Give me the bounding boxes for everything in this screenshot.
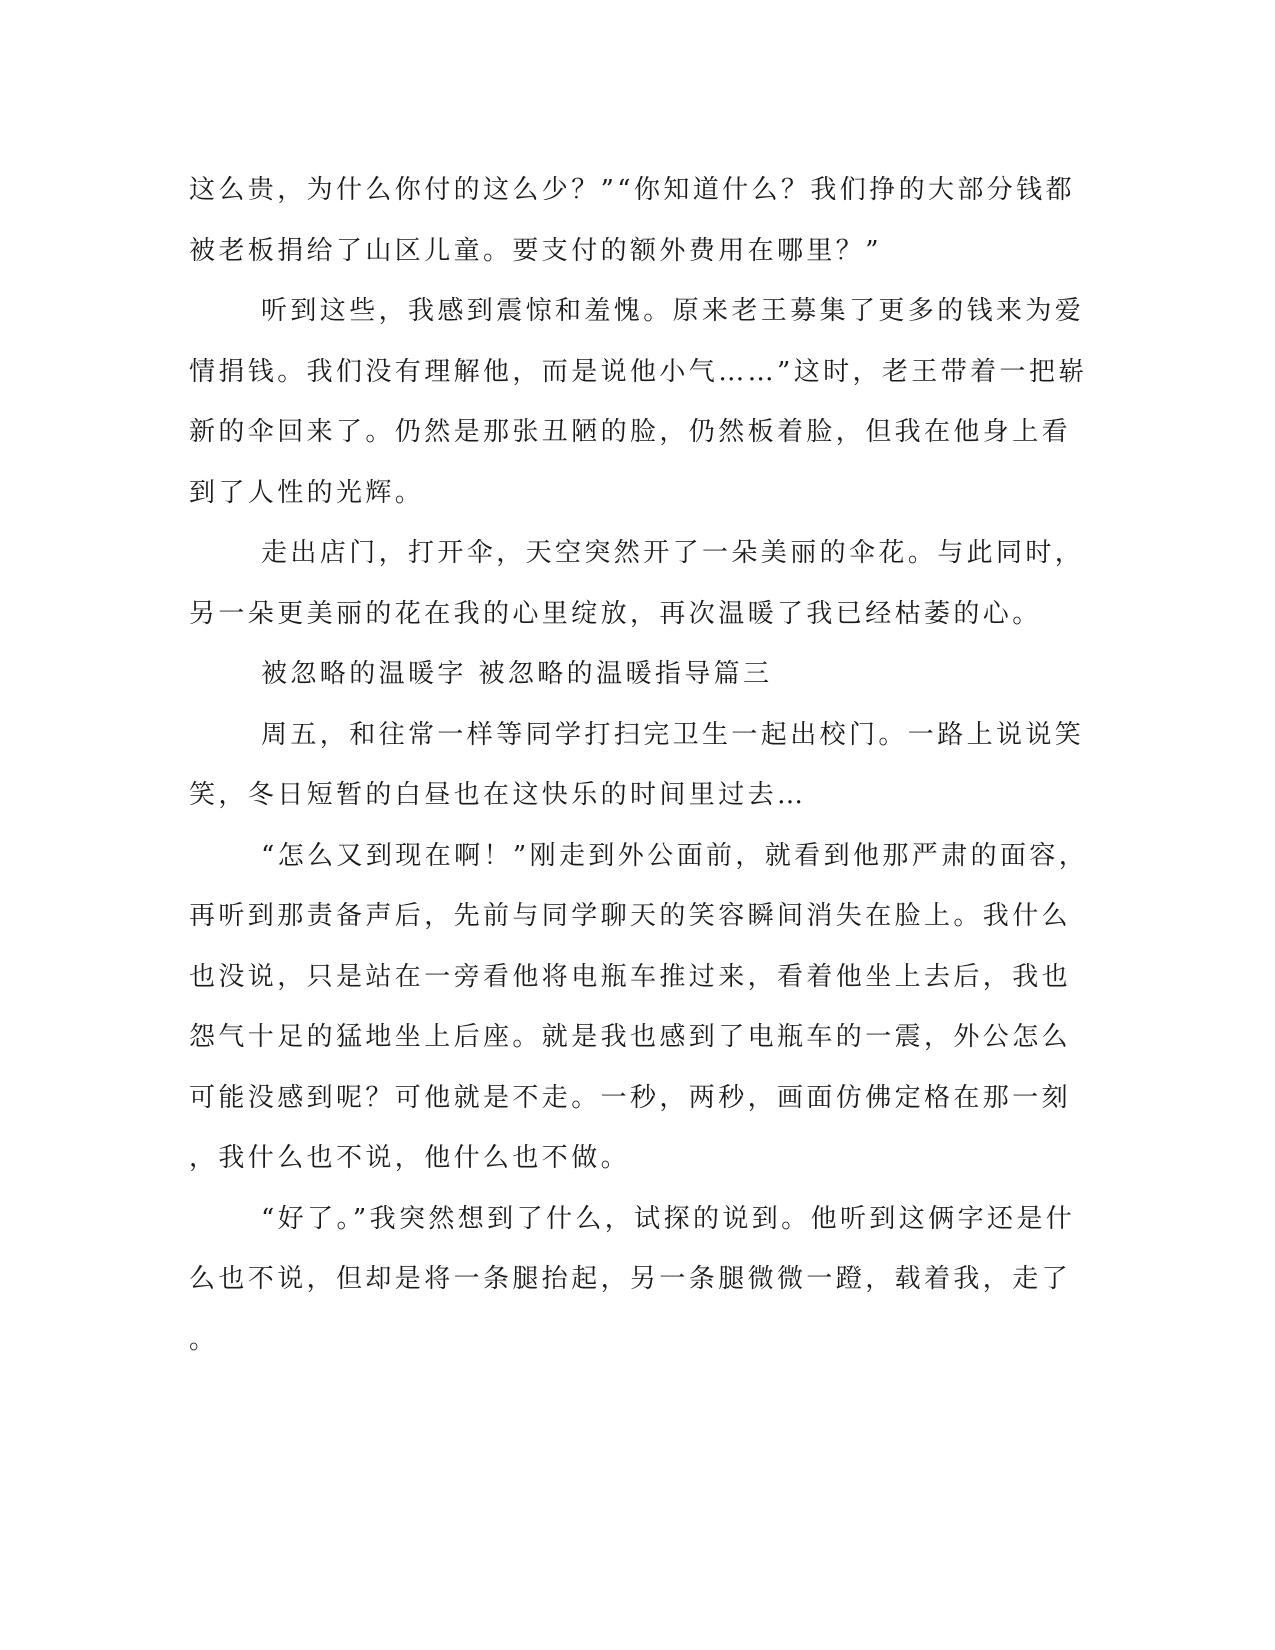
text-line: 可能没感到呢？可他就是不走。一秒，两秒，画面仿佛定格在那一刻 — [189, 1082, 1072, 1113]
text-line: 。 — [189, 1324, 219, 1355]
text-line: 么也不说，但却是将一条腿抬起，另一条腿微微一蹬，载着我，走了 — [189, 1264, 1072, 1294]
paragraph-start-line: 周五，和往常一样等同学打扫完卫生一起出校门。一路上说说笑 — [261, 719, 1085, 750]
paragraph-start-line: “好了。”我突然想到了什么，试探的说到。他听到这俩字还是什 — [261, 1203, 1076, 1234]
text-line: 另一朵更美丽的花在我的心里绽放，再次温暖了我已经枯萎的心。 — [189, 598, 1042, 629]
paragraph-start-line: 听到这些，我感到震惊和羞愧。原来老王募集了更多的钱来为爱 — [261, 296, 1085, 326]
section-heading: 被忽略的温暖字 被忽略的温暖指导篇三 — [261, 659, 773, 689]
text-line: 被老板捐给了山区儿童。要支付的额外费用在哪里？” — [189, 235, 882, 266]
text-line: 笑，冬日短暂的白昼也在这快乐的时间里过去… — [189, 780, 807, 810]
text-line: 再听到那责备声后，先前与同学聊天的笑容瞬间消失在脸上。我什么 — [189, 901, 1072, 931]
text-line: ，我什么也不说，他什么也不做。 — [189, 1143, 631, 1173]
paragraph-start-line: “怎么又到现在啊！”刚走到外公面前，就看到他那严肃的面容， — [261, 840, 1089, 871]
text-line: 新的伞回来了。仍然是那张丑陋的脸，仍然板着脸，但我在他身上看 — [189, 417, 1072, 447]
text-line: 到了人性的光辉。 — [189, 477, 425, 508]
paragraph-start-line: 走出店门，打开伞，天空突然开了一朵美丽的伞花。与此同时， — [261, 538, 1085, 568]
body-text — [189, 160, 1089, 1370]
text-line: 情捐钱。我们没有理解他，而是说他小气……”这时，老王带着一把崭 — [189, 356, 1088, 387]
text-line: 怨气十足的猛地坐上后座。就是我也感到了电瓶车的一震，外公怎么 — [189, 1022, 1072, 1052]
text-line: 这么贵，为什么你付的这么少？”“你知道什么？我们挣的大部分钱都 — [189, 175, 1075, 205]
text-line: 也没说，只是站在一旁看他将电瓶车推过来，看着他坐上去后，我也 — [189, 961, 1072, 992]
